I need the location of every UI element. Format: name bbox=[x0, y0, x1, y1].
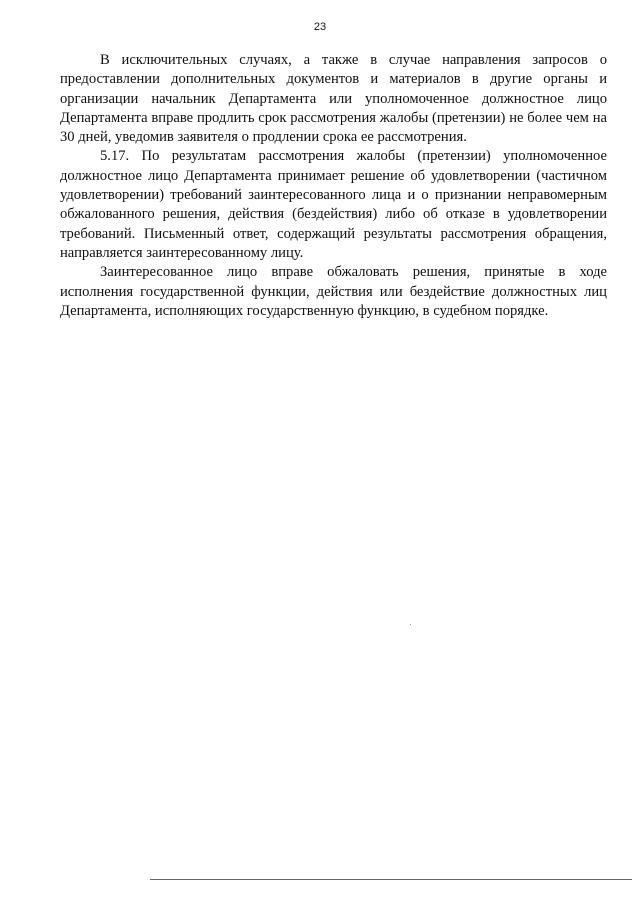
paragraph-court-appeal: Заинтересованное лицо вправе обжаловать решения, принятые в ходе исполнения государственной функции, действия или бездействие должностных лиц Департамента, исполняющих государственную функцию, в судебном порядке. bbox=[60, 264, 607, 319]
document-body bbox=[60, 51, 607, 321]
footer-rule bbox=[150, 879, 632, 880]
scan-speck bbox=[410, 624, 411, 625]
paragraph-extension-period: В исключительных случаях, а также в случае направления запросов о предоставлении дополнительных документов и материалов в другие органы и организации начальник Департамента или уполномоченное должностное лицо Департамента вправе продлить срок рассмотрения жалобы (претензии) не более чем на 30 дней, уведомив заявителя о продлении срока ее рассмотрения. bbox=[60, 52, 607, 146]
paragraph-complaint-decision: 5.17. По результатам рассмотрения жалобы (претензии) уполномоченное должностное лицо Департамента принимает решение об удовлетворении (частичном удовлетворении) требований заинтересованного лица и о признании неправомерным обжалованного решения, действия (бездействия) либо об отказе в удовлетворении требований. Письменный ответ, содержащий результаты рассмотрения обращения, направляется заинтересованному лицу. bbox=[60, 148, 607, 261]
page-number: 23 bbox=[313, 21, 327, 33]
